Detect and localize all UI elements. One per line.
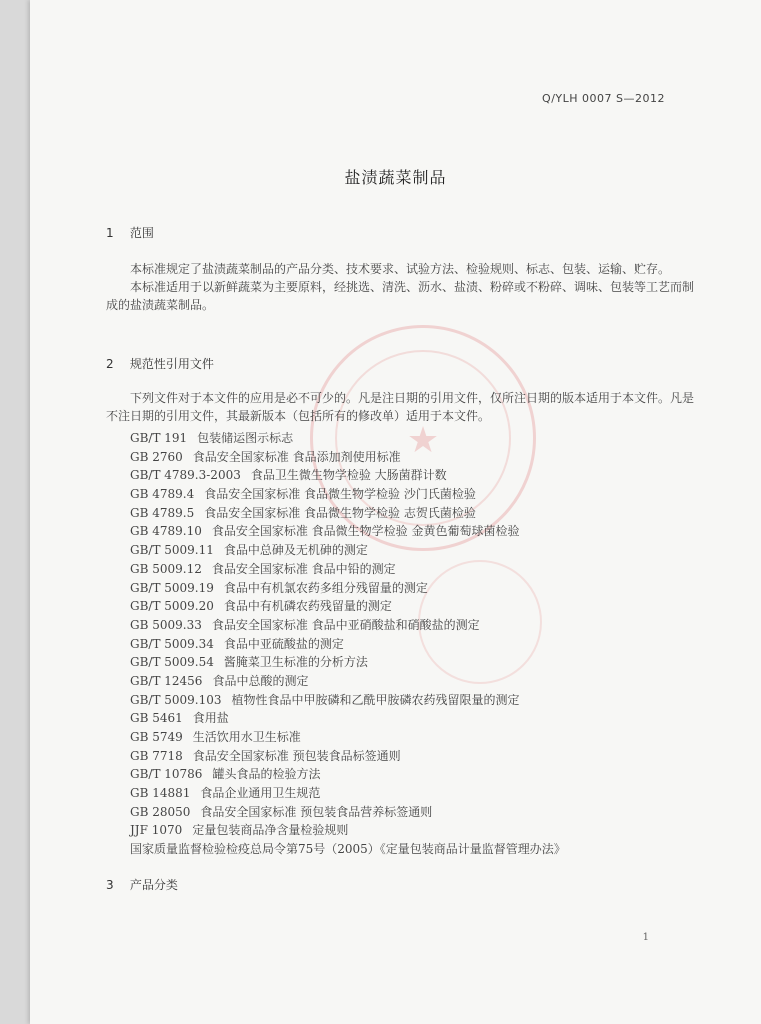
reference-title: 食品卫生微生物学检验 大肠菌群计数	[250, 468, 447, 483]
section-title: 范围	[129, 226, 154, 240]
section-2-intro	[106, 389, 696, 425]
reference-title: 食品中总砷及无机砷的测定	[223, 543, 368, 558]
reference-title: 食品中有机磷农药残留量的测定	[223, 599, 392, 614]
reference-item	[130, 821, 566, 840]
reference-code: GB/T 5009.20	[130, 599, 214, 614]
reference-title: 食品安全国家标准 食品微生物学检验 沙门氏菌检验	[204, 487, 476, 502]
reference-item	[130, 560, 566, 579]
reference-code: GB 5749	[130, 730, 183, 744]
reference-title: 食品安全国家标准 食品微生物学检验 志贺氏菌检验	[204, 505, 476, 520]
reference-code: GB 4789.5	[130, 505, 195, 520]
reference-code: GB 5009.12	[130, 561, 202, 576]
section-title: 产品分类	[129, 878, 178, 892]
reference-item	[130, 597, 566, 616]
section-2-heading	[106, 355, 214, 372]
paragraph: 下列文件对于本文件的应用是必不可少的。凡是注日期的引用文件，仅所注日期的版本适用于本文件。凡是不注日期的引用文件，其最新版本（包括所有的修改单）适用于本文件。	[106, 391, 695, 423]
page-number: 1	[642, 932, 649, 943]
reference-title: 食品安全国家标准 食品微生物学检验 金黄色葡萄球菌检验	[211, 524, 520, 539]
reference-item	[130, 485, 566, 504]
reference-code: JJF 1070	[130, 823, 183, 838]
reference-title: 食品安全国家标准 食品中亚硝酸盐和硝酸盐的测定	[211, 617, 480, 632]
section-number: 1	[106, 226, 114, 240]
reference-title: 植物性食品中甲胺磷和乙酰甲胺磷农药残留限量的测定	[231, 692, 520, 707]
reference-item	[130, 728, 566, 747]
reference-code: GB 7718	[130, 748, 183, 763]
reference-title: 食品安全国家标准 预包装食品营养标签通则	[200, 804, 433, 819]
reference-item	[130, 747, 566, 766]
reference-item	[130, 541, 566, 560]
reference-title: 食品安全国家标准 食品中铅的测定	[211, 561, 396, 576]
reference-title: 食品安全国家标准 预包装食品标签通则	[192, 748, 401, 763]
reference-item	[130, 616, 566, 635]
paragraph: 本标准规定了盐渍蔬菜制品的产品分类、技术要求、试验方法、检验规则、标志、包装、运输、贮存。	[130, 262, 671, 276]
section-title: 规范性引用文件	[129, 357, 214, 371]
reference-item	[130, 504, 566, 523]
reference-code: GB/T 5009.103	[130, 692, 222, 707]
reference-item	[130, 429, 566, 448]
reference-code: GB 14881	[130, 786, 191, 801]
section-1-body	[106, 260, 696, 314]
reference-title: 定量包装商品净含量检验规则	[192, 823, 349, 838]
document-title: 盐渍蔬菜制品	[344, 168, 447, 187]
reference-title: 食品中有机氯农药多组分残留量的测定	[223, 580, 428, 595]
reference-title: 食品企业通用卫生规范	[200, 786, 321, 801]
reference-item	[130, 709, 566, 728]
reference-item	[130, 653, 566, 672]
reference-title: 生活饮用水卫生标准	[192, 730, 301, 744]
reference-item	[130, 635, 566, 654]
section-1-heading	[106, 224, 154, 241]
document-code: Q/YLH 0007 S—2012	[542, 92, 665, 105]
reference-item	[130, 784, 566, 803]
reference-code: GB 4789.10	[130, 524, 202, 539]
reference-code: GB 2760	[130, 449, 183, 464]
reference-item	[130, 466, 566, 485]
reference-title: 国家质量监督检验检疫总局令第75号（2005）《定量包装商品计量监督管理办法》	[130, 842, 566, 857]
reference-item	[130, 522, 566, 541]
reference-code: GB/T 191	[130, 431, 188, 445]
reference-title: 罐头食品的检验方法	[212, 767, 321, 782]
seal-star-icon: ★	[406, 420, 440, 461]
reference-code: GB 5461	[130, 711, 183, 726]
reference-title: 食品中亚硫酸盐的测定	[223, 636, 344, 651]
reference-list	[130, 429, 566, 859]
reference-title: 包装储运图示标志	[197, 431, 294, 445]
reference-code: GB/T 5009.54	[130, 655, 214, 670]
reference-code: GB 5009.33	[130, 617, 202, 632]
section-number: 2	[106, 357, 114, 371]
reference-item	[130, 803, 566, 822]
reference-code: GB 28050	[130, 804, 191, 819]
section-3-heading	[106, 876, 178, 893]
reference-code: GB/T 12456	[130, 673, 203, 688]
reference-code: GB/T 5009.34	[130, 636, 214, 651]
reference-item	[130, 840, 566, 859]
reference-title: 酱腌菜卫生标准的分析方法	[223, 655, 368, 670]
reference-item	[130, 691, 566, 710]
section-number: 3	[106, 878, 114, 892]
reference-code: GB/T 5009.11	[130, 543, 214, 558]
reference-code: GB 4789.4	[130, 487, 195, 502]
reference-title: 食品中总酸的测定	[212, 673, 309, 688]
reference-item	[130, 672, 566, 691]
document-page	[30, 0, 761, 1024]
paragraph: 本标准适用于以新鲜蔬菜为主要原料，经挑选、清洗、沥水、盐渍、粉碎或不粉碎、调味、包装等工艺而制成的盐渍蔬菜制品。	[106, 280, 695, 312]
reference-item	[130, 579, 566, 598]
reference-title: 食品安全国家标准 食品添加剂使用标准	[192, 449, 401, 464]
reference-code: GB/T 4789.3-2003	[130, 468, 241, 483]
reference-code: GB/T 5009.19	[130, 580, 214, 595]
reference-title: 食用盐	[192, 711, 229, 726]
reference-code: GB/T 10786	[130, 767, 203, 782]
reference-item	[130, 765, 566, 784]
reference-item	[130, 448, 566, 467]
